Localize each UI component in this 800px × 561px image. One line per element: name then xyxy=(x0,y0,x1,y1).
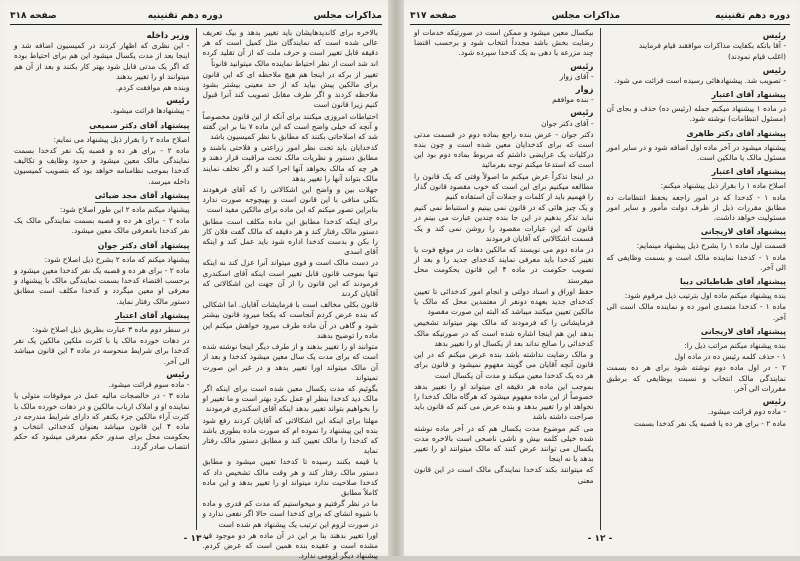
left-page-title: مذاکرات مجلس xyxy=(313,11,382,21)
paragraph: و یک چیز هائی که در قانون نمی بینیم و استنباط نمی کنیم نباید تذکر بدهیم در این جا بنده چندین عبارت می بینم در قانون که این عبارات مقصود را روشن نمی کند و یک قسمت اشکالاتی که آقایان فرمودند xyxy=(414,203,594,243)
paragraph: ماده ۱ - کدخدا نماینده مالک است و بسمت وظایفی که الی آخر. xyxy=(606,252,786,272)
paragraph: ۲ - در اول ماده دوم نوشته شود برای هر ده بسمت نمایندگی مالک انتخاب و نسبت بوظایفی که برطبق مقررات الی آخر. xyxy=(606,363,786,393)
right-page-column-left xyxy=(410,28,598,530)
paragraph: ماده ۲ - برای هر ده و قصبه یک نفر کدخدا بسمت نمایندگی مالک معین میشود و حدود وظایف و تکالیف کدخدا بموجب نظامنامه خواهد بود که بتصویب کمیسیون داخله میرسد. xyxy=(14,146,190,186)
column-divider xyxy=(600,28,601,530)
section-heading-wrap xyxy=(14,118,190,135)
paragraph: اصلاح ماده ۱ را بقرار ذیل پیشنهاد میکنم: xyxy=(660,181,786,191)
right-page-page-label: صفحه ۳۱۷ xyxy=(410,11,457,21)
left-page xyxy=(4,4,388,561)
paragraph: ماده ۲ - برای هر ده یا قصبه یک نفر کدخدا بسمت xyxy=(633,418,786,428)
paragraph: بالاخره برای کاندیدهایشان باید تغییر بدهد و بیک تعریف عالی شده است که نمایندگان مثل کمیل است که هر دقیقه قابل تغییر است و حرف ملت که از آن تقلید کرده اند شد است از نظر احتیاط نماینده مالک میتوانید قانوناً xyxy=(202,28,378,68)
section-heading-wrap xyxy=(607,274,787,291)
left-page-column-right xyxy=(199,28,383,561)
paragraph: پیشنهاد میکنم ماده ۲ این طور اصلاح شود: xyxy=(59,205,190,215)
paragraph: پیشنهاد میشود در آخر ماده اول اضافه شود و در سایر امور مسئول مالک یا مالکین است. xyxy=(606,142,786,163)
paragraph: قانون بکلی مخالف است با فرمایشات آقایان. اما اشکالی که بنده عرض کردم آنجاست که یکجا میرود قانون بیشتر شود و گاهی در آن ماده طرف میرود خواهش میکنم این ماده را توضیح بدهند xyxy=(202,300,378,340)
section-heading: پیشنهاد آقای اعتبار xyxy=(115,311,189,323)
paragraph: - آقا بانکه بکفایت مذاکرات موافقند قیام فرمایند xyxy=(638,41,786,51)
paragraph: - آقای زوار xyxy=(559,71,594,81)
paragraph: در سطر دوم ماده ۳ عبارت بطریق ذیل اصلاح شود: xyxy=(32,325,190,335)
paragraph: (اغلب قیام نمودند) xyxy=(727,52,786,62)
section-heading: پیشنهاد آقای دکتر طاهری xyxy=(686,129,786,141)
paragraph: بنده پیشنهاد میکنم ماده اول بترتیب ذیل مرقوم شود: xyxy=(624,291,786,301)
section-heading-wrap xyxy=(14,238,190,255)
paragraph: کدخدایان باید تحت نظر امور زراعتی و فلاحتی باشند و مطابق دستور و نظریات مالک تحت مراقبت قرار دهند و هر چه که مالک بخواهد آنها اجرا کنند و اگر تخلف نمایند مالک بتواند آنها را تغییر بدهد xyxy=(202,143,378,183)
paragraph: - ماده سوم قرائت میشود. xyxy=(108,380,190,390)
paragraph: و مالک رضایت نداشته باشد بنده عرض میکنم که در این قانون آنچه آقایان می گویند مفهوم نمیشود و قانون برای هر ده یک کدخدا معین میکند و مدت آن یکسال است xyxy=(414,350,594,380)
speaker-name: رئیس xyxy=(762,64,786,75)
right-page-columns xyxy=(410,28,790,530)
left-page-session: دوره دهم تقنینیه xyxy=(147,11,223,21)
paragraph: - ماده دوم قرائت میشود. xyxy=(707,407,786,417)
paragraph: متوانند او را تغییر بدهند و از طرف دیگر اینجا نوشته شده است که برای مدت یک سال معین میشود کدخدا و بعد از آن مالک میتواند اورا تغییر بدهد و در غیر این صورت نمیتواند xyxy=(202,342,378,382)
paragraph: در ماده دوم می نویسند که مالکین دهات در موقع فوت یا تغییر کدخدا باید معرفی نمایند کدخدای جدید را و بعد از تصویب حکومت در ماده ۴ این قانون بحکومت محل میفرستد xyxy=(414,245,594,285)
paragraph: - بنده موافقم xyxy=(552,95,594,105)
paragraph: قسمت اول ماده ۱ را بشرح ذیل پیشنهاد مینمایم: xyxy=(636,241,786,251)
right-page-header xyxy=(410,8,790,25)
paragraph: اصلاح ماده ۲ را بقرار ذیل پیشنهاد می نمایم: xyxy=(53,134,190,144)
paragraph: در دهات خورده مالک یا با کثرت ملکین مالکین یک نفر کدخدا برای شرایط منحوسه در ماده ۴ این قانون میباشد الی آخر. xyxy=(14,336,190,366)
paragraph: جهلات بین و واضح این اشکالاتی را که آقای فرهودند بکلی منافی با این قانون است و بهیچوجه صورت ندارد بنابراین تصور میکنم که این ماده برای مالکین مفید است xyxy=(202,185,378,215)
section-heading-wrap xyxy=(607,87,787,104)
right-page-number: - ۱۲ - xyxy=(587,534,613,544)
left-page-header xyxy=(10,8,382,25)
column-divider xyxy=(196,28,197,530)
paragraph: که میتوانند بکند کدخدا نمایندگی مالک است در این قانون معنی xyxy=(414,465,594,485)
paragraph: در ماده ۱ پیشنهاد میکنم جمله (رئیس ده) حذف و بجای آن (مسئول انتظامات) نوشته شود. xyxy=(606,104,786,124)
right-page-column-right xyxy=(603,28,791,530)
section-heading: پیشنهاد آقای اعتبار xyxy=(712,167,786,179)
paragraph: مهلتا برای اینکه این اشکالاتی که آقایان کردند رفع شود بنده این پیشنهاد را نموده ام که صورت ماده بطوری باشد که کدخدا را مالک تعیین کند و مطابق دستور مالک رفتار نماید xyxy=(202,415,378,456)
paragraph: پیشنهاد میکنم که ماده ۲ بشرح ذیل اصلاح شود: xyxy=(44,254,190,264)
section-heading-wrap xyxy=(607,164,787,181)
section-heading-wrap xyxy=(14,188,190,205)
section-heading: پیشنهاد آقای مجد ضیائی xyxy=(95,191,190,203)
speaker-name: زوار xyxy=(575,84,594,95)
speaker-name: رئیس xyxy=(762,30,786,40)
section-heading: پیشنهاد آقای طباطبائی دیبا xyxy=(680,277,786,289)
paragraph: می کنم موضوع مدت یکسال هم که در آخر ماده نوشته شده خیلی کلمه بیش و ناشی ناصحی است بالاخره مدت یکسال می توانند عرض کنند که مالک میتوانند او را تغییر بدهد یا نه اینجا xyxy=(414,423,594,464)
paragraph: - این نظری که اظهار کردند در کمیسیون اضافه شد و اینجا بعد از مدت یکسال میشود این هم برای احتیاط بوده که اگر یک مدتی قابل شود بهتر کار بکنند و بعد از آن هم میتوانند او را تغییر بدهند xyxy=(14,41,190,81)
right-page-session: دوره دهم تقنینیه xyxy=(715,11,790,21)
paragraph: با قیمه بکنند رسیده تا کدخدا تعیین میشود و مطابق دستور مالک رفتار کند و هر وقت مالک تشخیص داد که کدخدا صلاحیت ندارد میتواند او را تغییر بدهد و این ماده کاملاً مطابق xyxy=(202,457,378,497)
paragraph: بگوئیم که مدت یکسال معین شده است برای اینکه اگر مالک دید کدخدا بنظر او عمل نکرد بهتر است و ما تغییر او را بخواهیم بتواند تغییر بدهد اینکه آقای اسکندری فرمودند xyxy=(202,383,378,414)
section-heading: پیشنهاد آقای دکتر جوان xyxy=(98,241,190,253)
paragraph: وبنده هم موافقت کردم. xyxy=(115,83,190,93)
section-heading-wrap xyxy=(607,324,787,341)
section-heading-wrap xyxy=(607,126,787,143)
speaker-name: رئیس xyxy=(166,95,190,106)
paragraph: در دست مالک است و قوی میتواند آنرا عزل کند نه اینکه تنها بموجب قانون قابل تغییر است اینکه آقای اسکندری فرمودند که این قانون را از آن جهت این اشکالاتی که آقایان کردند xyxy=(202,258,378,299)
paragraph: حفظ اوراق و اسناد دولتی و انجام امور کدخدائی تا تعیین کدخدای جدید بعهده دونفر از معتمدین محل که مالک یا مالکین تعیین میکنند میباشد که البته این صورت مقصود xyxy=(414,286,594,317)
paragraph: بموجب این ماده هر دقیقه ای میتواند او را تغییر بدهد خصوصاً از این ماده مفهوم میشود که هرگاه مالک کدخدا را نخواهد او را تغییر بدهد و بنده عرض می کنم که قانون باید صراحت داشته باشد xyxy=(414,381,594,422)
right-page-title: مذاکرات مجلس xyxy=(551,11,621,21)
paragraph: ماده ۲ - برای هر ده و قصبه بسمت نمایندگی مالک یک نفر کدخدا بامعرفی مالک معین میشود. xyxy=(14,216,190,236)
section-heading: پیشنهاد آقای لاریجانی xyxy=(701,327,786,339)
paragraph: - تصویب شد. پیشنهادهائی رسیده است قرائت می شود. xyxy=(614,75,786,85)
paragraph: تغییر از برکه در اینجا هم هیچ ملاحظه ای که این قانون برای مالکین پیش بیاید که از حد معینی بیشتر بشود ملاحظه کردند و اگر طرف مقابل تصویب کند آنرا قبول کنیم زیرا قانون است xyxy=(202,69,378,110)
left-page-number: - ۱۳ - xyxy=(183,534,209,544)
paragraph: ۱ - حذف کلمه رئیس ده در ماده اول xyxy=(674,352,786,362)
section-heading: پیشنهاد آقای اعتبار xyxy=(712,90,786,102)
left-page-column-left xyxy=(10,28,194,530)
speaker-name: رئیس xyxy=(570,60,594,71)
left-page-page-label: صفحه ۳۱۸ xyxy=(10,11,57,21)
speaker-name: رئیس xyxy=(570,107,594,118)
paragraph: ماده ۱ - کدخدا که در امور راجعه بحفظ انتظامات ده مطابق مقررات ذیل از ظرف دولت مأمور و سایر امور مسئولیت خواهد داشت. xyxy=(606,192,786,223)
book-gutter xyxy=(388,0,404,556)
paragraph: برای اینکه کدخدا مطابق این ماده مکلف است مطابق دستور مالک رفتار کند و هر دقیقه که مالک گفت فلان کار را بکن و بدست کدخدا اداره شود باید عمل کند و اینکه آقای اسدی xyxy=(202,216,378,257)
paragraph: ماده ۲ - برای هر ده و قصبه یک نفر کدخدا معین میشود و برحسب اقتضاء کدخدا بسمت نمایندگی مالک با پیشنهاد و معرفی او معین میگردد و کدخدا مکلف است مطابق دستور مالک رفتار نماید. xyxy=(14,266,190,306)
paragraph: - پیشنهادها قرائت میشود. xyxy=(110,106,190,116)
section-heading-wrap xyxy=(607,224,787,241)
section-heading: پیشنهاد آقای دکتر سمیعی xyxy=(89,121,189,133)
paragraph: اورا تغییر بدهند بنا بر این در آن ماده هر دو موجود قید مشده است و عقیده بنده همین است که عرض کردم. پیشنهاد دیگر لزومی ندارد. xyxy=(202,530,378,561)
paragraph: - آقای دکتر جوان xyxy=(541,118,594,128)
paragraph: ما در نظر گرفتیم و میخواستیم که مدت کم قدری و ماده با شیوه انشای که برای کدخدا است حالا اگر نفعی ندارد و در صورت لزوم این ترتیب یک پیشنهاد هم شده است xyxy=(202,499,378,529)
paragraph: احتیاطات امروزی میکنند برای آنکه از این قانون مخصوصاً و آنچه که خیلی واضح است که این ماده ۷ بنا بر این گفته شد که اصلاحاتی بکنند که مطابق با نظر کمیسیون باشد xyxy=(202,111,378,142)
paragraph: در اینجا تذکراً عرض میکنم ما اصولاً وقتی که یک قانون را مطالعه میکنیم برای این است که خوب مقصود قانون گذار را فهمیم باید از کلمات و جملات آن استفاده کنیم xyxy=(414,171,594,202)
speaker-name: رئیس xyxy=(166,368,190,379)
paragraph: ماده ۳ - در خالصجات مالیه عمل در موقوفات متولی یا نماینده او و املاک ارباب مالکین و در دهات خورده مالک با کثرت آراء مالکین جزء یکنفر که دارای شرایط مندرجه در ماده ۴ این قانون میباشد بعنوان کدخدائی انتخاب و بحکومت محل برای صدور حکم معرفی میشود که حکم انتصاب صادر گردد. xyxy=(14,391,190,452)
paragraph: بنده پیشنهاد میکنم مراتب ذیل را: xyxy=(684,341,786,351)
paragraph: بیکسال معین میشود و ممکن است در صورتیکه خدمات او رضایت بخش باشد مجدداً انتخاب شود و برحسب اقتضا چند مزرعه یا دهی به یک کدخدا سپرده شود. xyxy=(414,28,594,58)
section-heading-wrap xyxy=(14,308,190,325)
right-page xyxy=(404,4,796,552)
speaker-name: رئیس xyxy=(762,396,786,407)
paragraph: دکتر جوان - عرض بنده راجع بماده دوم در قسمت مدتی است که برای کدخدایان معین شده است و چون بنده درکلیات یک عرایضی داشتم که مربوط بماده دوم بود این است که استدعا میکنم توجه بفرمائید xyxy=(414,129,594,170)
paragraph: فرمایشاتی را که فرمودند که مالک بهتر میتواند تشخیص بدهد این هم اینجا اشاره شده است که در صورتیکه مالک کدخدائی را صالح نداند بعد از یکسال او را تغییر بدهد xyxy=(414,318,594,348)
paragraph: ماده ۱ - کدخدا متصدی امور ده و نماینده مالک است الی آخر. xyxy=(606,302,786,322)
section-heading: پیشنهاد آقای لاریجانی xyxy=(701,227,786,239)
speaker-name: وزیر داخله xyxy=(146,30,190,40)
